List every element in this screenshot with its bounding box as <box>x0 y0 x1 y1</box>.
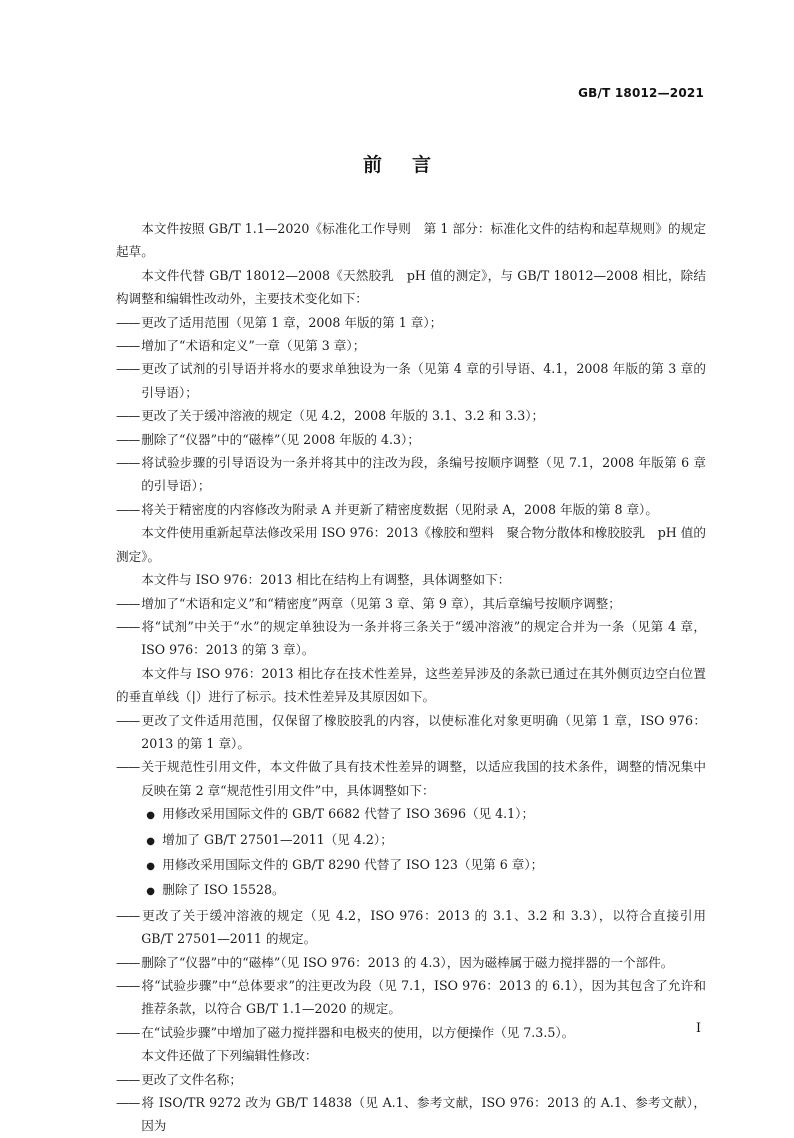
page-number: I <box>696 1020 701 1035</box>
body-paragraph: 本文件还做了下列编辑性修改： <box>141 1048 318 1064</box>
dash-list-item: —— 将试验步骤的引导语设为一条并将其中的注改为段，条编号按顺序调整（见 7.1，2008 年版第 6 章的引导语）； <box>116 451 706 498</box>
bullet-list-item: ● 用修改采用国际文件的 GB/T 8290 代替了 ISO 123（见第 6 章）； <box>116 853 706 878</box>
dash-list-item: —— 增加了“术语和定义”和“精密度”两章（见第 3 章、第 9 章），其后章编号按顺序调整； <box>116 592 706 615</box>
dash-list-item: —— 删除了“仪器”中的“磁棒”（见 ISO 976：2013 的 4.3），因为磁棒属于磁力搅拌器的一个部件。 <box>116 951 706 974</box>
dash-list-item: —— 将“试验步骤”中“总体要求”的注更改为段（见 7.1，ISO 976：2013 的 6.1），因为其包含了允许和推荐条款，以符合 GB/T 1.1—2020 的规定。 <box>116 974 706 1021</box>
document-body <box>116 217 706 1138</box>
dash-list-item: —— 将关于精密度的内容修改为附录 A 并更新了精密度数据（见附录 A，2008 年版的第 8 章）。 <box>116 498 706 521</box>
dash-list-item: —— 更改了试剂的引导语并将水的要求单独设为一条（见第 4 章的引导语、4.1，2008 年版的第 3 章的引导语）； <box>116 357 706 404</box>
bullet-list-item: ● 删除了 ISO 15528。 <box>116 878 706 903</box>
dash-list-item: —— 更改了适用范围（见第 1 章，2008 年版的第 1 章）； <box>116 311 706 334</box>
dash-list-item: —— 更改了关于缓冲溶液的规定（见 4.2，ISO 976：2013 的 3.1、3.2 和 3.3），以符合直接引用 GB/T 27501—2011 的规定。 <box>116 904 706 951</box>
dash-list-item: —— 删除了“仪器”中的“磁棒”（见 2008 年版的 4.3）； <box>116 428 706 451</box>
dash-list-item: —— 更改了文件适用范围，仅保留了橡胶胶乳的内容，以使标准化对象更明确（见第 1 章，ISO 976：2013 的第 1 章）。 <box>116 709 706 756</box>
dash-list-item: —— 更改了文件名称； <box>116 1068 706 1091</box>
body-paragraph: 本文件与 ISO 976：2013 相比存在技术性差异，这些差异涉及的条款已通过在其外侧页边空白位置的垂直单线（|）进行了标示。技术性差异及其原因如下。 <box>116 665 706 705</box>
dash-list-item: —— 将 ISO/TR 9272 改为 GB/T 14838（见 A.1、参考文献，ISO 976：2013 的 A.1、参考文献），因为 <box>116 1091 706 1138</box>
dash-list-item: —— 更改了关于缓冲溶液的规定（见 4.2，2008 年版的 3.1、3.2 和 3.3）； <box>116 404 706 427</box>
body-paragraph: 本文件按照 GB/T 1.1—2020《标准化工作导则 第 1 部分：标准化文件的结构和起草规则》的规定起草。 <box>116 221 706 260</box>
body-paragraph: 本文件代替 GB/T 18012—2008《天然胶乳 pH 值的测定》，与 GB/T 18012—2008 相比，除结构调整和编辑性改动外，主要技术变化如下： <box>116 267 706 307</box>
standard-code: GB/T 18012—2021 <box>578 86 704 100</box>
dash-list-item: —— 增加了“术语和定义”一章（见第 3 章）； <box>116 334 706 357</box>
bullet-list-item: ● 用修改采用国际文件的 GB/T 6682 代替了 ISO 3696（见 4.1）； <box>116 802 706 827</box>
body-paragraph: 本文件使用重新起草法修改采用 ISO 976：2013《橡胶和塑料 聚合物分散体和橡胶胶乳 pH 值的测定》。 <box>116 525 706 564</box>
dash-list-item: —— 关于规范性引用文件，本文件做了具有技术性差异的调整，以适应我国的技术条件，调整的情况集中反映在第 2 章“规范性引用文件”中，具体调整如下： <box>116 755 706 802</box>
page-title: 前言 <box>362 154 461 176</box>
body-paragraph: 本文件与 ISO 976：2013 相比在结构上有调整，具体调整如下： <box>141 572 511 588</box>
bullet-list-item: ● 增加了 GB/T 27501—2011（见 4.2）； <box>116 828 706 853</box>
dash-list-item: —— 在“试验步骤”中增加了磁力搅拌器和电极夹的使用，以方便操作（见 7.3.5）。 <box>116 1021 706 1044</box>
dash-list-item: —— 将“试剂”中关于“水”的规定单独设为一条并将三条关于“缓冲溶液”的规定合并为一条（见第 4 章，ISO 976：2013 的第 3 章）。 <box>116 615 706 662</box>
